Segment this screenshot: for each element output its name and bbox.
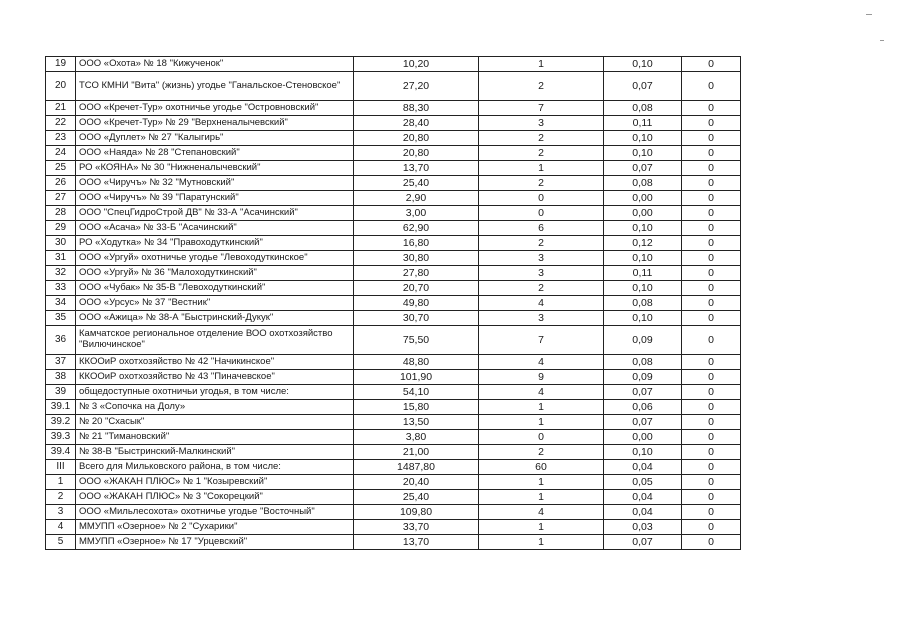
row-number-cell: 23 <box>46 131 76 146</box>
density-cell: 0,08 <box>604 101 682 116</box>
density-cell: 0,00 <box>604 191 682 206</box>
area-cell: 1487,80 <box>354 460 479 475</box>
area-cell: 20,70 <box>354 281 479 296</box>
count-cell: 9 <box>479 370 604 385</box>
value-cell: 0 <box>682 430 741 445</box>
organization-name-cell: ООО «Мильлесохота» охотничье угодье "Восточный" <box>76 505 354 520</box>
area-cell: 28,40 <box>354 116 479 131</box>
area-cell: 49,80 <box>354 296 479 311</box>
area-cell: 25,40 <box>354 490 479 505</box>
count-cell: 1 <box>479 475 604 490</box>
density-cell: 0,00 <box>604 206 682 221</box>
table-row <box>46 311 741 326</box>
table-row <box>46 72 741 101</box>
density-cell: 0,07 <box>604 415 682 430</box>
table-row <box>46 161 741 176</box>
count-cell: 1 <box>479 535 604 550</box>
row-number-cell: 21 <box>46 101 76 116</box>
count-cell: 2 <box>479 281 604 296</box>
organization-name-cell: № 38-В "Быстринский-Малкинский" <box>76 445 354 460</box>
area-cell: 16,80 <box>354 236 479 251</box>
value-cell: 0 <box>682 221 741 236</box>
area-cell: 75,50 <box>354 326 479 355</box>
organization-name-cell: ККООиР охотхозяйство № 43 "Пиначевское" <box>76 370 354 385</box>
table-row <box>46 535 741 550</box>
row-number-cell: 32 <box>46 266 76 281</box>
value-cell: 0 <box>682 326 741 355</box>
value-cell: 0 <box>682 355 741 370</box>
value-cell: 0 <box>682 72 741 101</box>
row-number-cell: 36 <box>46 326 76 355</box>
area-cell: 27,80 <box>354 266 479 281</box>
area-cell: 48,80 <box>354 355 479 370</box>
value-cell: 0 <box>682 445 741 460</box>
row-number-cell: 30 <box>46 236 76 251</box>
row-number-cell: III <box>46 460 76 475</box>
count-cell: 2 <box>479 236 604 251</box>
value-cell: 0 <box>682 206 741 221</box>
value-cell: 0 <box>682 415 741 430</box>
organization-name-cell: общедоступные охотничьи угодья, в том числе: <box>76 385 354 400</box>
count-cell: 2 <box>479 445 604 460</box>
density-cell: 0,12 <box>604 236 682 251</box>
row-number-cell: 39.2 <box>46 415 76 430</box>
table-row <box>46 490 741 505</box>
density-cell: 0,10 <box>604 311 682 326</box>
value-cell: 0 <box>682 57 741 72</box>
count-cell: 2 <box>479 146 604 161</box>
value-cell: 0 <box>682 475 741 490</box>
count-cell: 0 <box>479 191 604 206</box>
count-cell: 3 <box>479 311 604 326</box>
area-cell: 13,70 <box>354 535 479 550</box>
row-number-cell: 35 <box>46 311 76 326</box>
organization-name-cell: ООО «Асача» № 33-Б "Асачинский" <box>76 221 354 236</box>
value-cell: 0 <box>682 101 741 116</box>
density-cell: 0,10 <box>604 131 682 146</box>
organization-name-cell: ККООиР охотхозяйство № 42 "Начикинское" <box>76 355 354 370</box>
area-cell: 25,40 <box>354 176 479 191</box>
row-number-cell: 25 <box>46 161 76 176</box>
table-row <box>46 296 741 311</box>
area-cell: 20,80 <box>354 146 479 161</box>
density-cell: 0,07 <box>604 161 682 176</box>
value-cell: 0 <box>682 131 741 146</box>
organization-name-cell: ООО «Охота» № 18 "Кижученок" <box>76 57 354 72</box>
value-cell: 0 <box>682 116 741 131</box>
count-cell: 1 <box>479 400 604 415</box>
row-number-cell: 31 <box>46 251 76 266</box>
area-cell: 2,90 <box>354 191 479 206</box>
table-row <box>46 505 741 520</box>
density-cell: 0,09 <box>604 326 682 355</box>
count-cell: 4 <box>479 355 604 370</box>
table-row <box>46 475 741 490</box>
area-cell: 101,90 <box>354 370 479 385</box>
density-cell: 0,07 <box>604 535 682 550</box>
organization-name-cell: ООО «Ургуй» № 36 "Малоходуткинский" <box>76 266 354 281</box>
count-cell: 7 <box>479 326 604 355</box>
count-cell: 1 <box>479 415 604 430</box>
row-number-cell: 26 <box>46 176 76 191</box>
density-cell: 0,11 <box>604 116 682 131</box>
value-cell: 0 <box>682 281 741 296</box>
organization-name-cell: ООО «Кречет-Тур» охотничье угодье "Островновский" <box>76 101 354 116</box>
row-number-cell: 39 <box>46 385 76 400</box>
organization-name-cell: ООО «ЖАКАН ПЛЮС» № 3 "Сокорецкий" <box>76 490 354 505</box>
area-cell: 33,70 <box>354 520 479 535</box>
count-cell: 7 <box>479 101 604 116</box>
table-row <box>46 430 741 445</box>
organization-name-cell: ООО «Урсус» № 37 "Вестник" <box>76 296 354 311</box>
row-number-cell: 39.1 <box>46 400 76 415</box>
count-cell: 60 <box>479 460 604 475</box>
table-row <box>46 176 741 191</box>
count-cell: 2 <box>479 131 604 146</box>
area-cell: 20,80 <box>354 131 479 146</box>
area-cell: 30,70 <box>354 311 479 326</box>
area-cell: 30,80 <box>354 251 479 266</box>
value-cell: 0 <box>682 266 741 281</box>
organization-name-cell: № 20 "Схасык" <box>76 415 354 430</box>
organization-name-cell: ООО «Ажица» № 38-А "Быстринский-Дукук" <box>76 311 354 326</box>
value-cell: 0 <box>682 146 741 161</box>
organization-name-cell: ММУПП «Озерное» № 2 "Сухарики" <box>76 520 354 535</box>
table-row <box>46 236 741 251</box>
organization-name-cell: Всего для Мильковского района, в том числе: <box>76 460 354 475</box>
table-row <box>46 221 741 236</box>
hunting-grounds-table <box>45 56 741 550</box>
table-row <box>46 116 741 131</box>
density-cell: 0,03 <box>604 520 682 535</box>
value-cell: 0 <box>682 176 741 191</box>
table-row <box>46 191 741 206</box>
area-cell: 13,50 <box>354 415 479 430</box>
row-number-cell: 22 <box>46 116 76 131</box>
area-cell: 3,00 <box>354 206 479 221</box>
scan-mark <box>866 14 872 15</box>
table-row <box>46 415 741 430</box>
density-cell: 0,04 <box>604 505 682 520</box>
row-number-cell: 28 <box>46 206 76 221</box>
organization-name-cell: РО «КОЯНА» № 30 "Нижненалычевский" <box>76 161 354 176</box>
area-cell: 13,70 <box>354 161 479 176</box>
table-row <box>46 281 741 296</box>
area-cell: 21,00 <box>354 445 479 460</box>
table-row <box>46 57 741 72</box>
table-row <box>46 101 741 116</box>
area-cell: 62,90 <box>354 221 479 236</box>
value-cell: 0 <box>682 236 741 251</box>
density-cell: 0,05 <box>604 475 682 490</box>
area-cell: 109,80 <box>354 505 479 520</box>
value-cell: 0 <box>682 490 741 505</box>
row-number-cell: 5 <box>46 535 76 550</box>
count-cell: 1 <box>479 490 604 505</box>
row-number-cell: 33 <box>46 281 76 296</box>
row-number-cell: 34 <box>46 296 76 311</box>
row-number-cell: 1 <box>46 475 76 490</box>
density-cell: 0,08 <box>604 296 682 311</box>
table-row <box>46 131 741 146</box>
density-cell: 0,08 <box>604 355 682 370</box>
count-cell: 4 <box>479 505 604 520</box>
organization-name-cell: ТСО КМНИ "Вита" (жизнь) угодье "Ганальское-Стеновское" <box>76 72 354 101</box>
scan-mark <box>880 40 884 41</box>
area-cell: 20,40 <box>354 475 479 490</box>
density-cell: 0,10 <box>604 281 682 296</box>
row-number-cell: 38 <box>46 370 76 385</box>
count-cell: 1 <box>479 161 604 176</box>
organization-name-cell: Камчатское региональное отделение ВОО охотхозяйство "Вилючинское" <box>76 326 354 355</box>
count-cell: 4 <box>479 385 604 400</box>
count-cell: 3 <box>479 116 604 131</box>
row-number-cell: 29 <box>46 221 76 236</box>
count-cell: 2 <box>479 72 604 101</box>
density-cell: 0,04 <box>604 460 682 475</box>
row-number-cell: 37 <box>46 355 76 370</box>
organization-name-cell: ООО «Ургуй» охотничье угодье "Левоходуткинское" <box>76 251 354 266</box>
table-row <box>46 400 741 415</box>
density-cell: 0,10 <box>604 445 682 460</box>
value-cell: 0 <box>682 535 741 550</box>
organization-name-cell: РО «Ходутка» № 34 "Правоходуткинский" <box>76 236 354 251</box>
density-cell: 0,07 <box>604 72 682 101</box>
row-number-cell: 39.3 <box>46 430 76 445</box>
table-row <box>46 445 741 460</box>
row-number-cell: 20 <box>46 72 76 101</box>
row-number-cell: 3 <box>46 505 76 520</box>
count-cell: 3 <box>479 251 604 266</box>
table-row <box>46 266 741 281</box>
density-cell: 0,11 <box>604 266 682 281</box>
value-cell: 0 <box>682 296 741 311</box>
row-number-cell: 39.4 <box>46 445 76 460</box>
density-cell: 0,10 <box>604 221 682 236</box>
organization-name-cell: ООО "СпецГидроСтрой ДВ" № 33-А "Асачинский" <box>76 206 354 221</box>
value-cell: 0 <box>682 460 741 475</box>
table-row <box>46 370 741 385</box>
table-row <box>46 460 741 475</box>
count-cell: 0 <box>479 430 604 445</box>
row-number-cell: 24 <box>46 146 76 161</box>
area-cell: 88,30 <box>354 101 479 116</box>
value-cell: 0 <box>682 505 741 520</box>
density-cell: 0,08 <box>604 176 682 191</box>
area-cell: 3,80 <box>354 430 479 445</box>
organization-name-cell: ООО «Чиручъ» № 39 "Паратунский" <box>76 191 354 206</box>
value-cell: 0 <box>682 370 741 385</box>
count-cell: 1 <box>479 520 604 535</box>
count-cell: 4 <box>479 296 604 311</box>
area-cell: 54,10 <box>354 385 479 400</box>
table-body <box>46 57 741 550</box>
value-cell: 0 <box>682 311 741 326</box>
organization-name-cell: ООО «Чиручъ» № 32 "Мутновский" <box>76 176 354 191</box>
organization-name-cell: № 21 "Тимановский" <box>76 430 354 445</box>
count-cell: 3 <box>479 266 604 281</box>
table-row <box>46 520 741 535</box>
area-cell: 10,20 <box>354 57 479 72</box>
count-cell: 2 <box>479 176 604 191</box>
count-cell: 6 <box>479 221 604 236</box>
table-row <box>46 326 741 355</box>
density-cell: 0,04 <box>604 490 682 505</box>
count-cell: 1 <box>479 57 604 72</box>
row-number-cell: 4 <box>46 520 76 535</box>
density-cell: 0,10 <box>604 146 682 161</box>
organization-name-cell: ООО «Кречет-Тур» № 29 "Верхненалычевский" <box>76 116 354 131</box>
density-cell: 0,06 <box>604 400 682 415</box>
table-row <box>46 206 741 221</box>
row-number-cell: 19 <box>46 57 76 72</box>
organization-name-cell: ООО «Чубак» № 35-В "Левоходуткинский" <box>76 281 354 296</box>
density-cell: 0,07 <box>604 385 682 400</box>
organization-name-cell: ООО «Наяда» № 28 "Степановский" <box>76 146 354 161</box>
table-row <box>46 146 741 161</box>
table-row <box>46 385 741 400</box>
organization-name-cell: ООО «ЖАКАН ПЛЮС» № 1 "Козыревский" <box>76 475 354 490</box>
value-cell: 0 <box>682 161 741 176</box>
density-cell: 0,09 <box>604 370 682 385</box>
area-cell: 27,20 <box>354 72 479 101</box>
organization-name-cell: № 3 «Сопочка на Долу» <box>76 400 354 415</box>
row-number-cell: 2 <box>46 490 76 505</box>
density-cell: 0,10 <box>604 57 682 72</box>
count-cell: 0 <box>479 206 604 221</box>
value-cell: 0 <box>682 191 741 206</box>
density-cell: 0,10 <box>604 251 682 266</box>
row-number-cell: 27 <box>46 191 76 206</box>
table-row <box>46 251 741 266</box>
organization-name-cell: ООО «Дуплет» № 27 "Калыгирь" <box>76 131 354 146</box>
value-cell: 0 <box>682 520 741 535</box>
value-cell: 0 <box>682 400 741 415</box>
table-row <box>46 355 741 370</box>
value-cell: 0 <box>682 385 741 400</box>
value-cell: 0 <box>682 251 741 266</box>
density-cell: 0,00 <box>604 430 682 445</box>
organization-name-cell: ММУПП «Озерное» № 17 "Урцевский" <box>76 535 354 550</box>
area-cell: 15,80 <box>354 400 479 415</box>
